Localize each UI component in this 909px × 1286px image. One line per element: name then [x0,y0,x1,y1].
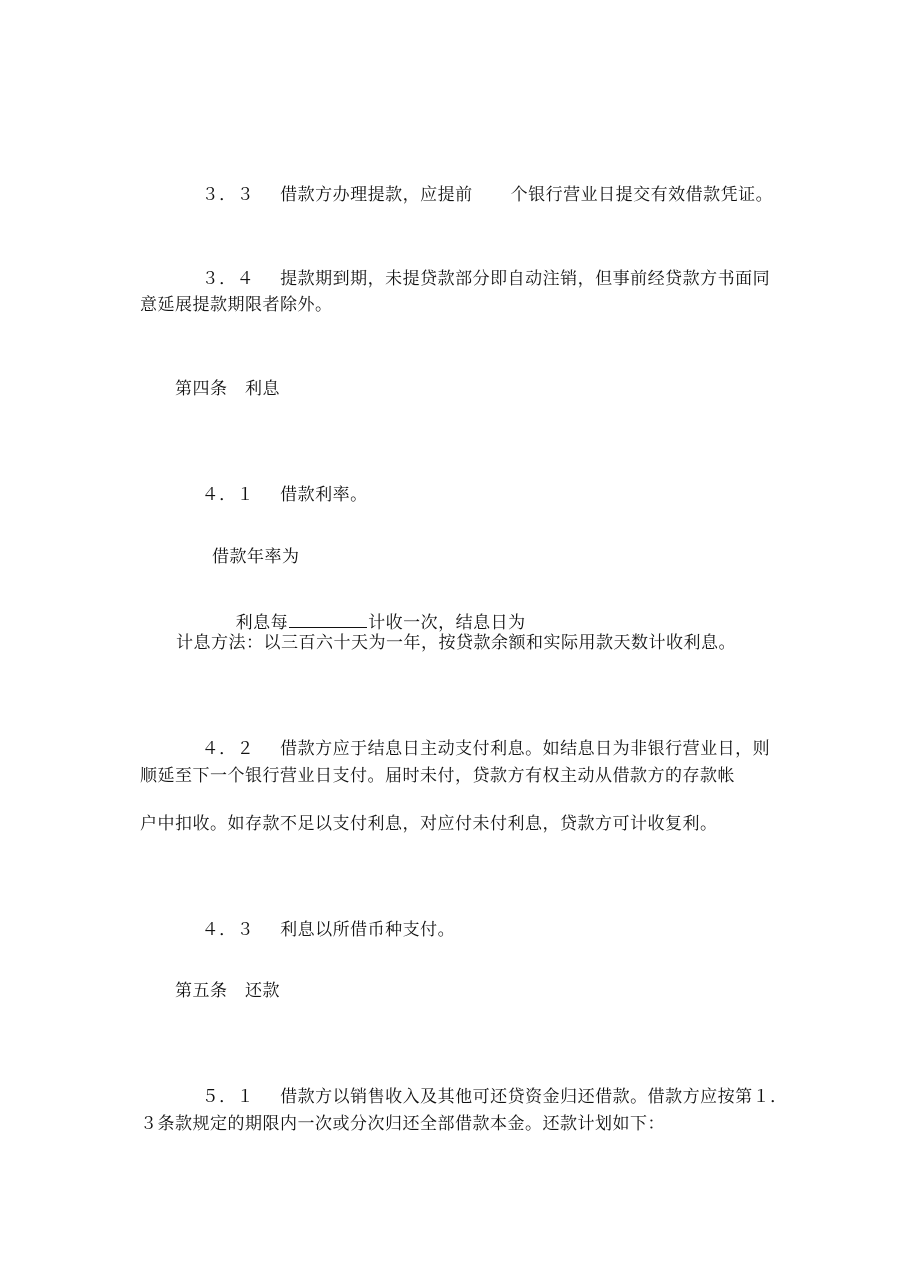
clause-text-line-1: 借款方以销售收入及其他可还贷资金归还借款。借款方应按第１． [280,1087,788,1107]
clause-text: 利息以所借币种支付。 [280,920,456,940]
clause-4-3 [178,897,455,963]
clause-5-1-line-2: ３条款规定的期限内一次或分次归还全部借款本金。还款计划如下： [140,1114,665,1134]
clause-text-line-1: 提款期到期，未提贷款部分即自动注销，但事前经贷款方书面同 [280,269,771,289]
clause-4-1 [178,462,368,528]
article-4-heading: 第四条 利息 [175,379,280,399]
clause-number: ４．３ [201,920,255,940]
interest-label-continued: 计收一次，结息日为 [368,613,526,633]
clause-text-line-1: 借款方应于结息日主动支付利息。如结息日为非银行营业日，则 [280,739,771,759]
clause-number: ３．３ [201,185,255,205]
clause-3-4-line-2: 意延展提款期限者除外。 [140,295,333,315]
clause-3-3 [178,162,773,228]
loan-rate-line: 借款年率为 [212,547,300,567]
article-5-heading: 第五条 还款 [175,981,280,1001]
clause-text: 借款方办理提款，应提前 [280,185,473,205]
fill-in-blank[interactable] [289,612,367,628]
clause-number: ５．１ [201,1087,255,1107]
clause-number: ４．１ [201,485,255,505]
clause-4-2-line-2: 顺延至下一个银行营业日支付。届时未付，贷款方有权主动从借款方的存款帐 [140,766,735,786]
interest-method-line: 计息方法：以三百六十天为一年，按贷款余额和实际用款天数计收利息。 [176,633,736,653]
clause-4-2-line-3: 户中扣收。如存款不足以支付利息，对应付未付利息，贷款方可计收复利。 [140,814,718,834]
clause-text: 借款利率。 [280,485,368,505]
clause-number: ３．４ [201,269,255,289]
interest-label: 利息每 [235,613,289,633]
clause-text-continued: 个银行营业日提交有效借款凭证。 [510,185,774,205]
clause-number: ４．２ [201,739,255,759]
